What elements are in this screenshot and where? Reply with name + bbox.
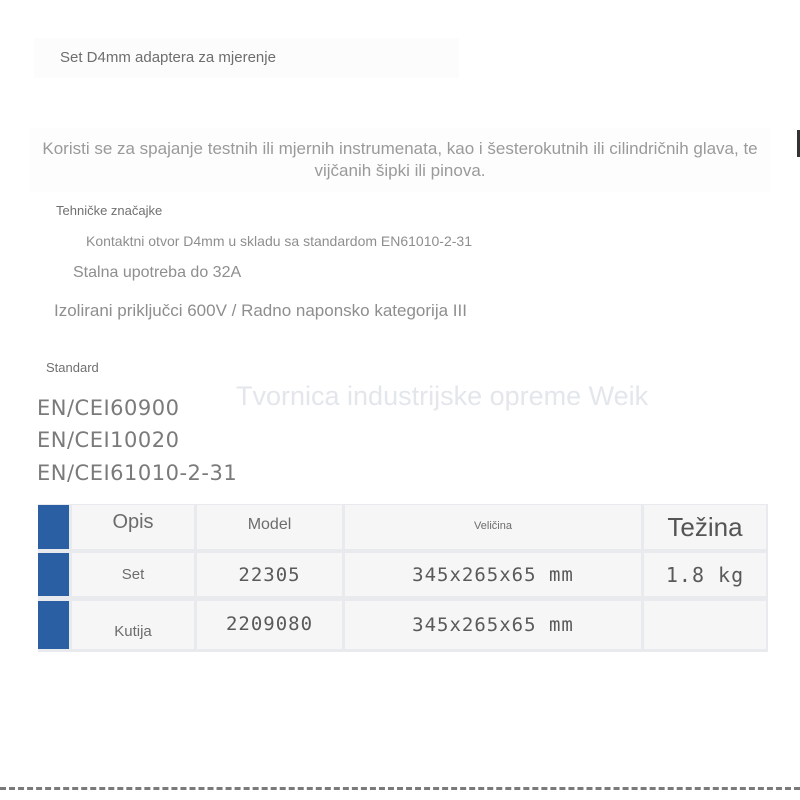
row-marker [38,601,69,649]
features-heading: Tehničke značajke [56,203,163,218]
cell-velicina: 345x265x65 mm [345,601,641,649]
header-cell-opis: Opis [72,505,194,549]
specs-table [38,504,768,652]
cell-model: 22305 [197,553,342,596]
header-cell-tezina: Težina [644,505,766,549]
standard-item: EN/CEI60900 [37,396,180,420]
row-marker [38,553,69,596]
cell-tezina: 1.8 kg [644,553,766,596]
product-description: Koristi se za spajanje testnih ili mjernih instrumenata, kao i šesterokutnih ili cilindričnih glava, te vijčanih šipki ili pinova. [30,128,770,192]
watermark-text: Tvornica industrijske opreme Weik [236,381,649,411]
row-marker [38,505,69,549]
cell-tezina [644,601,766,649]
feature-item: Kontaktni otvor D4mm u skladu sa standardom EN61010-2-31 [86,233,472,249]
standard-item: EN/CEI61010-2-31 [37,461,238,485]
header-cell-model: Model [197,505,342,549]
document-title: Set D4mm adaptera za mjerenje [34,38,459,78]
header-cell-velicina: Veličina [345,505,641,549]
standards-heading: Standard [46,360,99,375]
cell-velicina: 345x265x65 mm [345,553,641,596]
cell-opis: Set [72,553,194,596]
standard-item: EN/CEI10020 [37,428,180,452]
cell-model: 2209080 [197,601,342,649]
dashed-divider [0,787,800,790]
cell-opis: Kutija [72,601,194,649]
feature-item: Izolirani priključci 600V / Radno naponsko kategorija III [54,301,467,320]
feature-item: Stalna upotreba do 32A [73,264,242,281]
